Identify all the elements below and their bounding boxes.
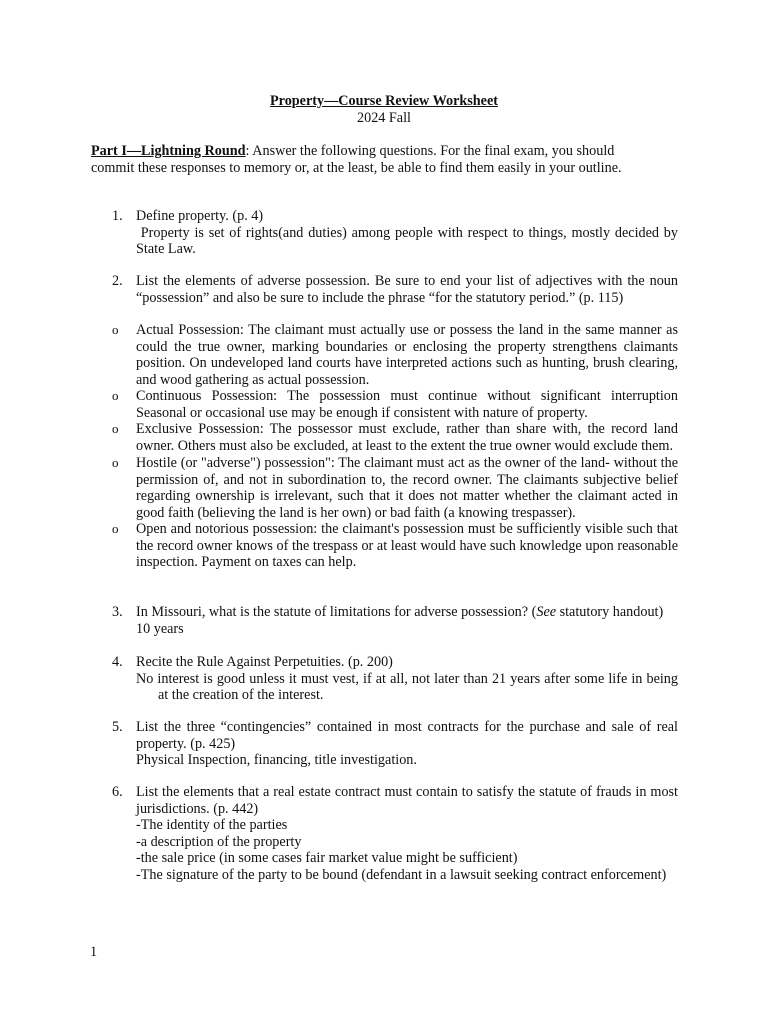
list-item-text: Hostile (or "adverse") possession": The claimant must act as the owner of the land- without the permission of, and not in subordination to, the record owner. The claimants subjective belief regarding ownership is irrelevant, such that it does not matter whether the claimant acted in good faith (believing the land is her own) or bad faith (a knowing trespasser).: [136, 455, 678, 521]
page-number: 1: [90, 944, 98, 960]
question-answer: Property is set of rights(and duties) among people with respect to things, mostly decided by State Law.: [136, 224, 678, 257]
prompt-text: statutory handout): [556, 604, 664, 620]
question-number: 2.: [112, 273, 123, 289]
question-2: [112, 273, 678, 306]
question-prompt: List the elements of adverse possession. Be sure to end your list of adjectives with the noun “possession” and also be sure to include the phrase “for the statutory period.” (p. 115): [136, 273, 678, 306]
question-prompt: Recite the Rule Against Perpetuities. (p. 200): [136, 654, 393, 670]
bullet-mark: o: [112, 421, 119, 436]
question-1: [112, 208, 678, 258]
question-prompt: List the elements that a real estate contract must contain to satisfy the statute of frauds in most jurisdictions. (p. 442): [136, 784, 678, 817]
question-answer: Physical Inspection, financing, title investigation.: [136, 752, 417, 768]
question-number: 5.: [112, 719, 123, 735]
list-item: [112, 322, 678, 388]
prompt-text: In Missouri, what is the statute of limitations for adverse possession? (: [136, 604, 537, 620]
question-number: 1.: [112, 208, 123, 224]
prompt-italic: See: [536, 604, 557, 620]
intro-text: : Answer the following questions. For the final exam, you should commit these responses to memory or, at the least, be able to find them easily in your outline.: [91, 143, 622, 176]
question-prompt: Define property. (p. 4): [136, 208, 264, 224]
list-item: [112, 388, 678, 421]
list-item: [112, 421, 678, 454]
bullet-mark: o: [112, 455, 119, 470]
question-answer: 10 years: [136, 620, 184, 637]
list-item-text: Continuous Possession: The possession must continue without significant interruption Seasonal or occasional use may be enough if consistent with nature of property.: [136, 388, 678, 421]
question-number: 4.: [112, 654, 123, 670]
bullet-mark: o: [112, 322, 119, 337]
part-label: Part I—Lightning Round: [91, 143, 246, 159]
question-answer: -The signature of the party to be bound (defendant in a lawsuit seeking contract enforcement): [136, 866, 667, 883]
question-prompt: List the three “contingencies” contained in most contracts for the purchase and sale of real property. (p. 425): [136, 719, 678, 752]
document-title: Property—Course Review Worksheet: [269, 93, 498, 109]
list-item-text: Exclusive Possession: The possessor must exclude, rather than share with, the record land owner. Others must also be excluded, at least to the extent the true owner would exclude them.: [136, 421, 678, 454]
question-number: 6.: [112, 784, 123, 800]
question-number: 3.: [112, 604, 123, 620]
question-5: [112, 719, 678, 769]
list-item: [112, 521, 678, 571]
question-prompt: [136, 604, 678, 621]
bullet-mark: o: [112, 521, 119, 536]
question-answer: -a description of the property: [136, 833, 302, 850]
question-4: [112, 654, 678, 704]
list-item: [112, 455, 678, 521]
title-block: [0, 93, 768, 126]
intro-paragraph: [91, 143, 651, 176]
question-6: [112, 784, 678, 883]
list-item-text: Actual Possession: The claimant must actually use or possess the land in the same manner as could the true owner, marking boundaries or enclosing the property strengthens claimants position. On undeveloped land courts have interpreted actions such as hunting, brush clearing, and wood gathering as actual possession.: [136, 322, 678, 388]
list-item-text: Open and notorious possession: the claimant's possession must be sufficiently visible such that the record owner knows of the trespass or at least would have such knowledge upon reasonable inspection. Payment on taxes can help.: [136, 521, 678, 570]
question-answer: No interest is good unless it must vest, if at all, not later than 21 years after some life in being at the creation of the interest.: [136, 670, 678, 703]
question-answer: -The identity of the parties: [136, 817, 288, 833]
question-answer: -the sale price (in some cases fair market value might be sufficient): [136, 850, 518, 866]
question-3: [112, 604, 678, 637]
document-term: 2024 Fall: [357, 109, 411, 126]
bullet-mark: o: [112, 388, 119, 403]
